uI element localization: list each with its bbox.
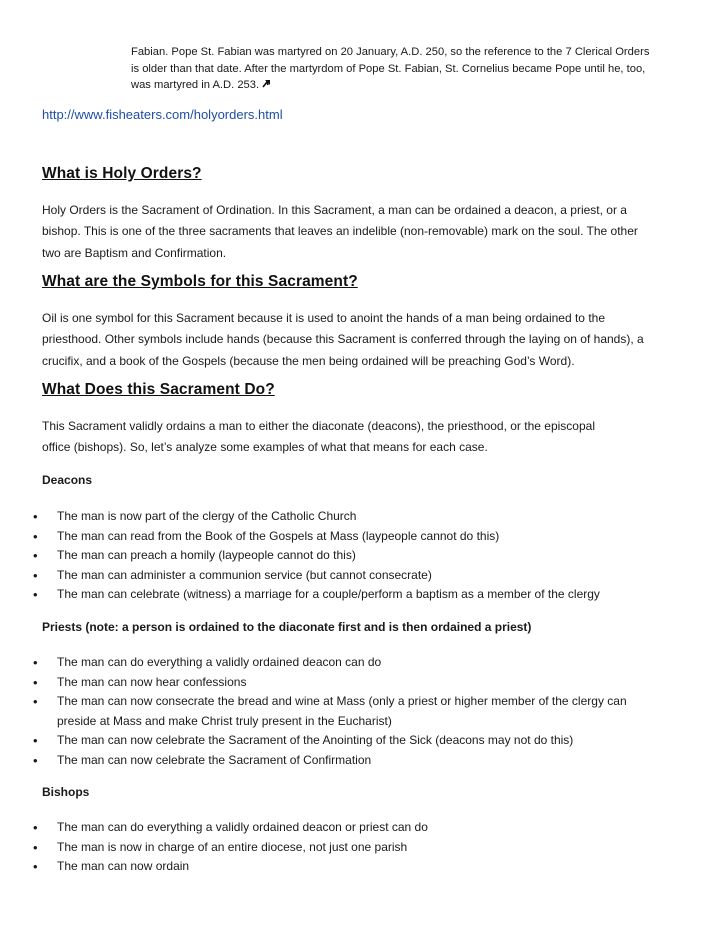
paragraph-line: priesthood. Other symbols include hands (because this Sacrament is conferred through the laying on of hands), a bbox=[42, 332, 644, 347]
footnote-line-text: was martyred in A.D. 253. bbox=[131, 79, 260, 91]
heading-does: What Does this Sacrament Do? bbox=[42, 381, 275, 398]
paragraph-line: Oil is one symbol for this Sacrament because it is used to anoint the hands of a man being ordained to the bbox=[42, 311, 605, 325]
return-arrow-icon[interactable] bbox=[262, 79, 272, 89]
list-item: • The man can read from the Book of the Gospels at Mass (laypeople cannot do this) bbox=[0, 527, 700, 547]
paragraph-what-is bbox=[42, 200, 692, 264]
footnote-text bbox=[131, 44, 691, 94]
subheading-deacons: Deacons bbox=[42, 473, 93, 487]
heading-symbols: What are the Symbols for this Sacrament? bbox=[42, 273, 358, 290]
list-deacons bbox=[0, 507, 700, 605]
list-item: • The man can do everything a validly ordained deacon or priest can do bbox=[0, 818, 700, 838]
subheading-priests: Priests (note: a person is ordained to the diaconate first and is then ordained a priest) bbox=[42, 620, 532, 634]
list-item: • The man can preach a homily (laypeople cannot do this) bbox=[0, 546, 700, 566]
list-item: • The man is now part of the clergy of the Catholic Church bbox=[0, 507, 700, 527]
paragraph-line: bishop. This is one of the three sacraments that leaves an indelible (non-removable) mark on the soul. The other bbox=[42, 224, 638, 239]
list-item: • The man can now hear confessions bbox=[0, 673, 700, 693]
list-item: • The man can celebrate (witness) a marriage for a couple/perform a baptism as a member of the clergy bbox=[0, 585, 700, 605]
paragraph-does bbox=[42, 416, 692, 459]
paragraph-line: This Sacrament validly ordains a man to either the diaconate (deacons), the priesthood, or the episcopal bbox=[42, 419, 595, 433]
list-item bbox=[0, 692, 700, 731]
paragraph-symbols bbox=[42, 308, 692, 372]
footnote-line bbox=[131, 77, 691, 94]
footnote-line: Fabian. Pope St. Fabian was martyred on 20 January, A.D. 250, so the reference to the 7 Clerical Orders bbox=[131, 46, 650, 58]
list-item: • The man can now ordain bbox=[0, 857, 700, 877]
paragraph-line: crucifix, and a book of the Gospels (because the men being ordained will be preaching God’s Word). bbox=[42, 353, 575, 368]
paragraph-line: office (bishops). So, let’s analyze some examples of what that means for each case. bbox=[42, 440, 488, 455]
source-link[interactable]: http://www.fisheaters.com/holyorders.html bbox=[42, 107, 283, 122]
list-item: • The man can administer a communion service (but cannot consecrate) bbox=[0, 566, 700, 586]
paragraph-line: Holy Orders is the Sacrament of Ordination. In this Sacrament, a man can be ordained a deacon, a priest, or a bbox=[42, 203, 627, 217]
list-bishops bbox=[0, 818, 700, 877]
list-item: • The man can now celebrate the Sacrament of the Anointing of the Sick (deacons may not do this) bbox=[0, 731, 700, 751]
list-item: • The man is now in charge of an entire diocese, not just one parish bbox=[0, 838, 700, 858]
footnote-line: is older than that date. After the martyrdom of Pope St. Fabian, St. Cornelius became Pope until he, too, bbox=[131, 62, 646, 75]
heading-what-is: What is Holy Orders? bbox=[42, 165, 202, 182]
list-item-line: The man can now consecrate the bread and wine at Mass (only a priest or higher member of the clergy can bbox=[57, 694, 627, 708]
list-item: • The man can now celebrate the Sacrament of Confirmation bbox=[0, 751, 700, 771]
list-priests bbox=[0, 653, 700, 770]
subheading-bishops: Bishops bbox=[42, 785, 90, 799]
paragraph-line: two are Baptism and Confirmation. bbox=[42, 245, 227, 260]
list-item: • The man can do everything a validly ordained deacon can do bbox=[0, 653, 700, 673]
list-item-line: preside at Mass and make Christ truly present in the Eucharist) bbox=[57, 713, 392, 728]
